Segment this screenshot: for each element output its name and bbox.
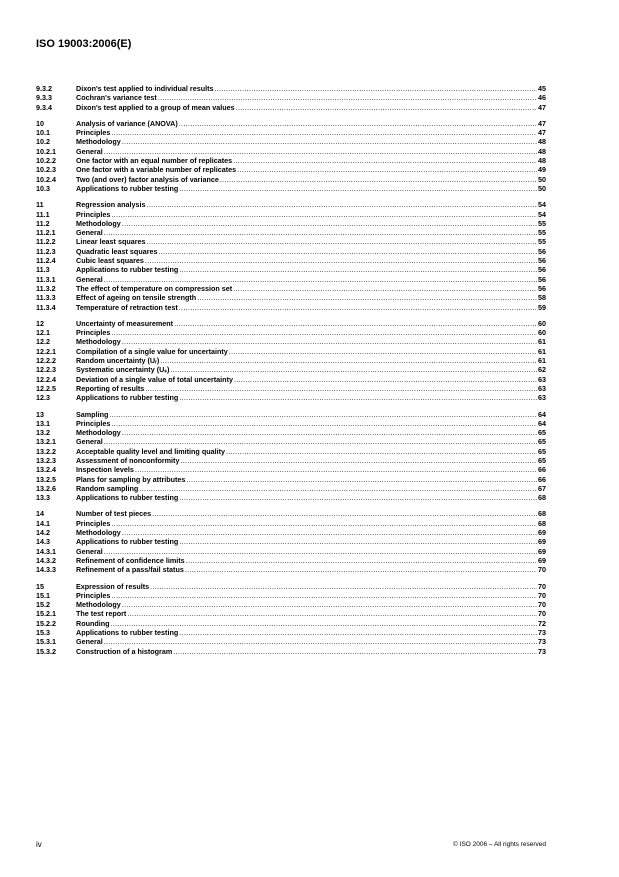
toc-entry-title: General bbox=[76, 228, 103, 238]
toc-entry-title: Methodology bbox=[76, 218, 121, 228]
toc-entry-number: 14.3.1 bbox=[36, 546, 56, 556]
toc-dot-leader bbox=[111, 419, 537, 428]
toc-entry-number: 10.2.4 bbox=[36, 174, 56, 184]
toc-entry-page: 59 bbox=[538, 302, 546, 312]
toc-entry-page: 66 bbox=[538, 465, 546, 475]
toc-entry[interactable] bbox=[36, 103, 546, 112]
toc-entry-page: 50 bbox=[538, 183, 546, 193]
toc-entry[interactable] bbox=[36, 609, 546, 618]
toc-entry-number: 11.3.3 bbox=[36, 293, 56, 303]
toc-entry-number: 10.2.1 bbox=[36, 146, 56, 156]
toc-entry-title: General bbox=[76, 637, 103, 647]
toc-entry-number: 13.2.4 bbox=[36, 465, 56, 475]
toc-entry-number: 13.2 bbox=[36, 428, 50, 438]
toc-entry-page: 48 bbox=[538, 137, 546, 147]
toc-entry-page: 65 bbox=[538, 446, 546, 456]
toc-entry[interactable] bbox=[36, 284, 546, 293]
toc-section-group bbox=[36, 119, 546, 193]
toc-entry-title: General bbox=[76, 146, 103, 156]
toc-entry-number: 13.1 bbox=[36, 418, 50, 428]
toc-entry-page: 55 bbox=[538, 237, 546, 247]
toc-entry-number: 11.1 bbox=[36, 209, 50, 219]
toc-entry-number: 14.3.2 bbox=[36, 555, 56, 565]
toc-entry-title: Linear least squares bbox=[76, 237, 146, 247]
toc-entry-number: 11 bbox=[36, 200, 44, 210]
toc-entry-title: Principles bbox=[76, 418, 111, 428]
toc-entry-number: 12.3 bbox=[36, 393, 50, 403]
toc-dot-leader bbox=[104, 275, 537, 284]
toc-dot-leader bbox=[174, 319, 537, 328]
toc-entry-number: 15.3.2 bbox=[36, 646, 56, 656]
copyright-notice: © ISO 2006 – All rights reserved bbox=[453, 841, 546, 848]
toc-entry-page: 56 bbox=[538, 246, 546, 256]
toc-entry[interactable] bbox=[36, 437, 546, 446]
toc-entry-number: 9.3.2 bbox=[36, 84, 52, 93]
toc-entry-number: 12.2.3 bbox=[36, 365, 56, 375]
toc-entry-page: 47 bbox=[538, 102, 546, 112]
toc-entry-page: 54 bbox=[538, 209, 546, 219]
toc-entry-number: 13.2.1 bbox=[36, 437, 56, 447]
toc-entry[interactable] bbox=[36, 419, 546, 428]
toc-entry[interactable] bbox=[36, 619, 546, 628]
toc-entry-title: Effect of ageing on tensile strength bbox=[76, 293, 197, 303]
toc-entry-title: Reporting of results bbox=[76, 383, 145, 393]
toc-section-group bbox=[36, 319, 546, 403]
toc-entry-number: 11.2.3 bbox=[36, 246, 56, 256]
toc-dot-leader bbox=[147, 237, 537, 246]
toc-entry[interactable] bbox=[36, 175, 546, 184]
toc-entry-title: The effect of temperature on compression set bbox=[76, 283, 233, 293]
page-number: iv bbox=[36, 840, 42, 849]
toc-entry-number: 13.3 bbox=[36, 493, 50, 503]
toc-dot-leader bbox=[233, 284, 537, 293]
toc-dot-leader bbox=[111, 328, 537, 337]
toc-dot-leader bbox=[229, 347, 537, 356]
toc-entry-title: Applications to rubber testing bbox=[76, 628, 179, 638]
toc-entry-title: One factor with a variable number of replicates bbox=[76, 165, 237, 175]
toc-dot-leader bbox=[179, 184, 537, 193]
toc-entry-title: Acceptable quality level and limiting quality bbox=[76, 446, 225, 456]
toc-dot-leader bbox=[145, 256, 537, 265]
toc-entry-number: 15 bbox=[36, 581, 44, 591]
toc-dot-leader bbox=[122, 428, 537, 437]
toc-dot-leader bbox=[152, 509, 537, 518]
toc-entry[interactable] bbox=[36, 447, 546, 456]
toc-entry-page: 63 bbox=[538, 383, 546, 393]
toc-entry[interactable] bbox=[36, 365, 546, 374]
toc-entry[interactable] bbox=[36, 456, 546, 465]
toc-entry-number: 9.3.3 bbox=[36, 93, 52, 103]
toc-entry-page: 56 bbox=[538, 256, 546, 266]
toc-entry-number: 11.2 bbox=[36, 218, 50, 228]
toc-dot-leader bbox=[185, 565, 537, 574]
toc-entry-page: 65 bbox=[538, 428, 546, 438]
toc-entry-page: 70 bbox=[538, 609, 546, 619]
toc-entry-number: 12.1 bbox=[36, 328, 50, 338]
toc-entry[interactable] bbox=[36, 519, 546, 528]
toc-entry-page: 55 bbox=[538, 228, 546, 238]
toc-dot-leader bbox=[111, 128, 537, 137]
toc-entry-number: 10.1 bbox=[36, 128, 50, 138]
toc-entry-number: 12.2.4 bbox=[36, 374, 56, 384]
toc-entry-number: 10.3 bbox=[36, 183, 50, 193]
toc-entry-page: 54 bbox=[538, 200, 546, 210]
toc-entry-title: Plans for sampling by attributes bbox=[76, 474, 186, 484]
toc-entry-number: 13.2.6 bbox=[36, 483, 56, 493]
toc-dot-leader bbox=[160, 356, 537, 365]
toc-section-group bbox=[36, 509, 546, 574]
toc-entry-page: 56 bbox=[538, 265, 546, 275]
toc-entry-page: 66 bbox=[538, 474, 546, 484]
toc-entry[interactable] bbox=[36, 375, 546, 384]
toc-entry-title: Applications to rubber testing bbox=[76, 183, 179, 193]
toc-entry[interactable] bbox=[36, 165, 546, 174]
toc-entry[interactable] bbox=[36, 328, 546, 337]
toc-entry-page: 50 bbox=[538, 174, 546, 184]
toc-entry-number: 10.2.3 bbox=[36, 165, 56, 175]
toc-entry-page: 45 bbox=[538, 84, 546, 93]
toc-entry-number: 9.3.4 bbox=[36, 102, 52, 112]
toc-entry-title: General bbox=[76, 437, 103, 447]
toc-entry-page: 55 bbox=[538, 218, 546, 228]
toc-entry[interactable] bbox=[36, 465, 546, 474]
toc-dot-leader bbox=[237, 165, 537, 174]
toc-entry[interactable] bbox=[36, 591, 546, 600]
toc-entry-number: 13 bbox=[36, 409, 44, 419]
toc-entry-page: 69 bbox=[538, 537, 546, 547]
toc-entry[interactable] bbox=[36, 528, 546, 537]
toc-entry-title: Temperature of retraction test bbox=[76, 302, 178, 312]
toc-entry-title: Inspection levels bbox=[76, 465, 134, 475]
toc-entry[interactable] bbox=[36, 293, 546, 302]
toc-entry-number: 12.2.5 bbox=[36, 383, 56, 393]
toc-entry-title: Applications to rubber testing bbox=[76, 393, 179, 403]
toc-entry-title: Principles bbox=[76, 128, 111, 138]
toc-entry-number: 11.3.2 bbox=[36, 283, 56, 293]
toc-entry-page: 63 bbox=[538, 393, 546, 403]
toc-entry-number: 12 bbox=[36, 318, 44, 328]
toc-dot-leader bbox=[215, 84, 538, 93]
toc-entry[interactable] bbox=[36, 647, 546, 656]
toc-entry-title: Applications to rubber testing bbox=[76, 493, 179, 503]
toc-entry[interactable] bbox=[36, 384, 546, 393]
toc-entry-title: Construction of a histogram bbox=[76, 646, 173, 656]
toc-dot-leader bbox=[179, 265, 537, 274]
toc-entry-number: 11.3.1 bbox=[36, 274, 56, 284]
toc-dot-leader bbox=[179, 119, 537, 128]
toc-entry-page: 70 bbox=[538, 581, 546, 591]
toc-entry-title: The test report bbox=[76, 609, 127, 619]
toc-dot-leader bbox=[226, 447, 537, 456]
toc-dot-leader bbox=[122, 600, 537, 609]
toc-entry-page: 63 bbox=[538, 374, 546, 384]
toc-entry-number: 12.2.1 bbox=[36, 346, 56, 356]
toc-entry-title: Expression of results bbox=[76, 581, 150, 591]
toc-entry[interactable] bbox=[36, 600, 546, 609]
toc-entry-number: 15.2.1 bbox=[36, 609, 56, 619]
toc-entry-title: Principles bbox=[76, 518, 111, 528]
toc-entry-number: 11.3 bbox=[36, 265, 50, 275]
toc-entry-number: 12.2.2 bbox=[36, 356, 56, 366]
toc-entry[interactable] bbox=[36, 228, 546, 237]
toc-dot-leader bbox=[186, 475, 537, 484]
toc-entry-title: Assessment of nonconformity bbox=[76, 455, 180, 465]
toc-entry-title: Two (and over) factor analysis of variance bbox=[76, 174, 219, 184]
toc-entry-title: Dixon's test applied to a group of mean values bbox=[76, 102, 235, 112]
toc-dot-leader bbox=[127, 609, 537, 618]
toc-dot-leader bbox=[158, 93, 537, 102]
toc-entry[interactable] bbox=[36, 393, 546, 402]
toc-entry[interactable] bbox=[36, 275, 546, 284]
toc-entry[interactable] bbox=[36, 556, 546, 565]
toc-entry[interactable] bbox=[36, 147, 546, 156]
toc-entry[interactable] bbox=[36, 356, 546, 365]
toc-entry-page: 65 bbox=[538, 455, 546, 465]
toc-entry[interactable] bbox=[36, 256, 546, 265]
toc-entry-page: 70 bbox=[538, 590, 546, 600]
toc-entry-number: 10.2.2 bbox=[36, 156, 56, 166]
toc-entry-page: 68 bbox=[538, 518, 546, 528]
toc-entry-number: 14.3.3 bbox=[36, 565, 56, 575]
toc-entry-page: 48 bbox=[538, 146, 546, 156]
toc-entry-title: Cubic least squares bbox=[76, 256, 144, 266]
toc-entry-title: Random uncertainty (Uᵣ) bbox=[76, 356, 160, 366]
toc-dot-leader bbox=[179, 493, 537, 502]
toc-entry-number: 12.2 bbox=[36, 337, 50, 347]
toc-entry-page: 72 bbox=[538, 618, 546, 628]
toc-entry-page: 65 bbox=[538, 437, 546, 447]
toc-entry-page: 64 bbox=[538, 409, 546, 419]
toc-entry-title: General bbox=[76, 274, 103, 284]
toc-dot-leader bbox=[111, 591, 537, 600]
toc-entry[interactable] bbox=[36, 303, 546, 312]
toc-entry-title: Compilation of a single value for uncertainty bbox=[76, 346, 228, 356]
toc-dot-leader bbox=[104, 637, 537, 646]
toc-entry-page: 46 bbox=[538, 93, 546, 103]
toc-entry-title: Dixon's test applied to individual results bbox=[76, 84, 214, 93]
toc-dot-leader bbox=[173, 647, 537, 656]
toc-entry-title: Deviation of a single value of total uncertainty bbox=[76, 374, 233, 384]
toc-dot-leader bbox=[220, 175, 537, 184]
toc-entry-page: 73 bbox=[538, 637, 546, 647]
toc-dot-leader bbox=[179, 628, 537, 637]
toc-entry-title: Principles bbox=[76, 328, 111, 338]
toc-entry-number: 15.1 bbox=[36, 590, 50, 600]
toc-entry-title: Methodology bbox=[76, 137, 121, 147]
toc-entry-number: 11.2.1 bbox=[36, 228, 56, 238]
toc-entry-title: Refinement of confidence limits bbox=[76, 555, 185, 565]
toc-entry-page: 56 bbox=[538, 283, 546, 293]
toc-entry-title: Number of test pieces bbox=[76, 509, 152, 519]
toc-entry-title: Rounding bbox=[76, 618, 110, 628]
toc-entry[interactable] bbox=[36, 547, 546, 556]
toc-dot-leader bbox=[197, 293, 537, 302]
toc-dot-leader bbox=[109, 410, 537, 419]
toc-entry[interactable] bbox=[36, 84, 546, 93]
toc-entry-number: 14 bbox=[36, 509, 44, 519]
toc-dot-leader bbox=[104, 437, 537, 446]
toc-entry[interactable] bbox=[36, 184, 546, 193]
toc-entry-title: Applications to rubber testing bbox=[76, 537, 179, 547]
toc-entry-page: 73 bbox=[538, 628, 546, 638]
toc-entry[interactable] bbox=[36, 200, 546, 209]
toc-dot-leader bbox=[179, 393, 537, 402]
toc-entry[interactable] bbox=[36, 247, 546, 256]
toc-dot-leader bbox=[104, 547, 537, 556]
toc-entry-title: Principles bbox=[76, 209, 111, 219]
toc-entry-page: 68 bbox=[538, 509, 546, 519]
toc-entry-number: 15.2.2 bbox=[36, 618, 56, 628]
toc-entry-title: Regression analysis bbox=[76, 200, 146, 210]
toc-entry[interactable] bbox=[36, 582, 546, 591]
toc-entry[interactable] bbox=[36, 119, 546, 128]
toc-dot-leader bbox=[122, 137, 537, 146]
toc-entry-page: 64 bbox=[538, 418, 546, 428]
toc-entry-title: Cochran's variance test bbox=[76, 93, 157, 103]
toc-entry[interactable] bbox=[36, 628, 546, 637]
toc-entry-page: 47 bbox=[538, 118, 546, 128]
toc-entry[interactable] bbox=[36, 128, 546, 137]
toc-entry[interactable] bbox=[36, 337, 546, 346]
toc-entry-page: 67 bbox=[538, 483, 546, 493]
toc-dot-leader bbox=[122, 219, 537, 228]
toc-entry-page: 69 bbox=[538, 528, 546, 538]
toc-entry[interactable] bbox=[36, 509, 546, 518]
toc-entry-number: 15.3 bbox=[36, 628, 50, 638]
toc-entry-number: 13.2.5 bbox=[36, 474, 56, 484]
toc-entry-title: Systematic uncertainty (Uₛ) bbox=[76, 365, 170, 375]
toc-entry[interactable] bbox=[36, 347, 546, 356]
toc-entry-title: Quadratic least squares bbox=[76, 246, 158, 256]
toc-dot-leader bbox=[170, 365, 537, 374]
toc-dot-leader bbox=[111, 210, 537, 219]
toc-entry-number: 11.3.4 bbox=[36, 302, 56, 312]
toc-dot-leader bbox=[122, 528, 537, 537]
toc-entry-page: 68 bbox=[538, 493, 546, 503]
toc-entry-title: Applications to rubber testing bbox=[76, 265, 179, 275]
toc-dot-leader bbox=[234, 375, 537, 384]
toc-dot-leader bbox=[233, 156, 537, 165]
toc-entry-number: 10 bbox=[36, 118, 44, 128]
toc-entry[interactable] bbox=[36, 237, 546, 246]
toc-entry-title: General bbox=[76, 546, 103, 556]
toc-dot-leader bbox=[179, 537, 537, 546]
toc-entry-page: 62 bbox=[538, 365, 546, 375]
toc-entry[interactable] bbox=[36, 410, 546, 419]
toc-entry[interactable] bbox=[36, 156, 546, 165]
document-header: ISO 19003:2006(E) bbox=[36, 38, 132, 50]
toc-entry-page: 69 bbox=[538, 546, 546, 556]
toc-entry-number: 11.2.4 bbox=[36, 256, 56, 266]
toc-entry-title: Methodology bbox=[76, 337, 121, 347]
toc-entry[interactable] bbox=[36, 637, 546, 646]
table-of-contents bbox=[36, 84, 546, 663]
toc-entry-number: 15.2 bbox=[36, 600, 50, 610]
toc-entry[interactable] bbox=[36, 265, 546, 274]
toc-entry-number: 15.3.1 bbox=[36, 637, 56, 647]
toc-entry[interactable] bbox=[36, 565, 546, 574]
toc-entry-page: 69 bbox=[538, 555, 546, 565]
toc-entry-number: 14.2 bbox=[36, 528, 50, 538]
toc-dot-leader bbox=[139, 484, 537, 493]
toc-dot-leader bbox=[180, 456, 537, 465]
toc-entry-number: 14.1 bbox=[36, 518, 50, 528]
toc-dot-leader bbox=[150, 582, 537, 591]
toc-entry[interactable] bbox=[36, 428, 546, 437]
toc-entry-page: 70 bbox=[538, 600, 546, 610]
toc-dot-leader bbox=[236, 103, 537, 112]
toc-entry-page: 73 bbox=[538, 646, 546, 656]
toc-entry-number: 13.2.3 bbox=[36, 455, 56, 465]
toc-entry[interactable] bbox=[36, 210, 546, 219]
toc-entry-title: Sampling bbox=[76, 409, 109, 419]
toc-entry-number: 11.2.2 bbox=[36, 237, 56, 247]
toc-dot-leader bbox=[111, 519, 537, 528]
toc-entry-page: 60 bbox=[538, 328, 546, 338]
toc-entry-page: 48 bbox=[538, 156, 546, 166]
toc-entry-title: Uncertainty of measurement bbox=[76, 318, 174, 328]
toc-dot-leader bbox=[186, 556, 537, 565]
toc-entry-title: Refinement of a pass/fail status bbox=[76, 565, 184, 575]
toc-dot-leader bbox=[147, 200, 537, 209]
toc-entry[interactable] bbox=[36, 319, 546, 328]
toc-dot-leader bbox=[111, 619, 537, 628]
toc-entry[interactable] bbox=[36, 475, 546, 484]
toc-entry-title: Principles bbox=[76, 590, 111, 600]
toc-section-group bbox=[36, 200, 546, 312]
toc-entry[interactable] bbox=[36, 484, 546, 493]
toc-entry-page: 56 bbox=[538, 274, 546, 284]
toc-entry[interactable] bbox=[36, 219, 546, 228]
toc-entry-title: Random sampling bbox=[76, 483, 139, 493]
toc-dot-leader bbox=[135, 465, 537, 474]
toc-dot-leader bbox=[104, 228, 537, 237]
toc-entry-number: 14.3 bbox=[36, 537, 50, 547]
toc-dot-leader bbox=[104, 147, 537, 156]
toc-entry-page: 58 bbox=[538, 293, 546, 303]
toc-dot-leader bbox=[145, 384, 537, 393]
toc-entry-title: Methodology bbox=[76, 528, 121, 538]
toc-entry[interactable] bbox=[36, 537, 546, 546]
toc-entry-page: 49 bbox=[538, 165, 546, 175]
toc-section-group bbox=[36, 410, 546, 503]
toc-entry[interactable] bbox=[36, 137, 546, 146]
toc-entry-title: Methodology bbox=[76, 600, 121, 610]
toc-entry-page: 61 bbox=[538, 346, 546, 356]
toc-entry-page: 61 bbox=[538, 356, 546, 366]
toc-entry-title: Methodology bbox=[76, 428, 121, 438]
toc-entry-page: 47 bbox=[538, 128, 546, 138]
toc-entry[interactable] bbox=[36, 93, 546, 102]
toc-section-group bbox=[36, 84, 546, 112]
toc-entry-page: 61 bbox=[538, 337, 546, 347]
toc-entry-title: One factor with an equal number of replicates bbox=[76, 156, 233, 166]
toc-entry[interactable] bbox=[36, 493, 546, 502]
toc-dot-leader bbox=[159, 247, 538, 256]
toc-entry-page: 60 bbox=[538, 318, 546, 328]
toc-entry-number: 10.2 bbox=[36, 137, 50, 147]
toc-entry-title: Analysis of variance (ANOVA) bbox=[76, 118, 178, 128]
toc-entry-number: 13.2.2 bbox=[36, 446, 56, 456]
toc-section-group bbox=[36, 582, 546, 656]
toc-dot-leader bbox=[122, 337, 537, 346]
toc-entry-page: 70 bbox=[538, 565, 546, 575]
toc-dot-leader bbox=[179, 303, 537, 312]
